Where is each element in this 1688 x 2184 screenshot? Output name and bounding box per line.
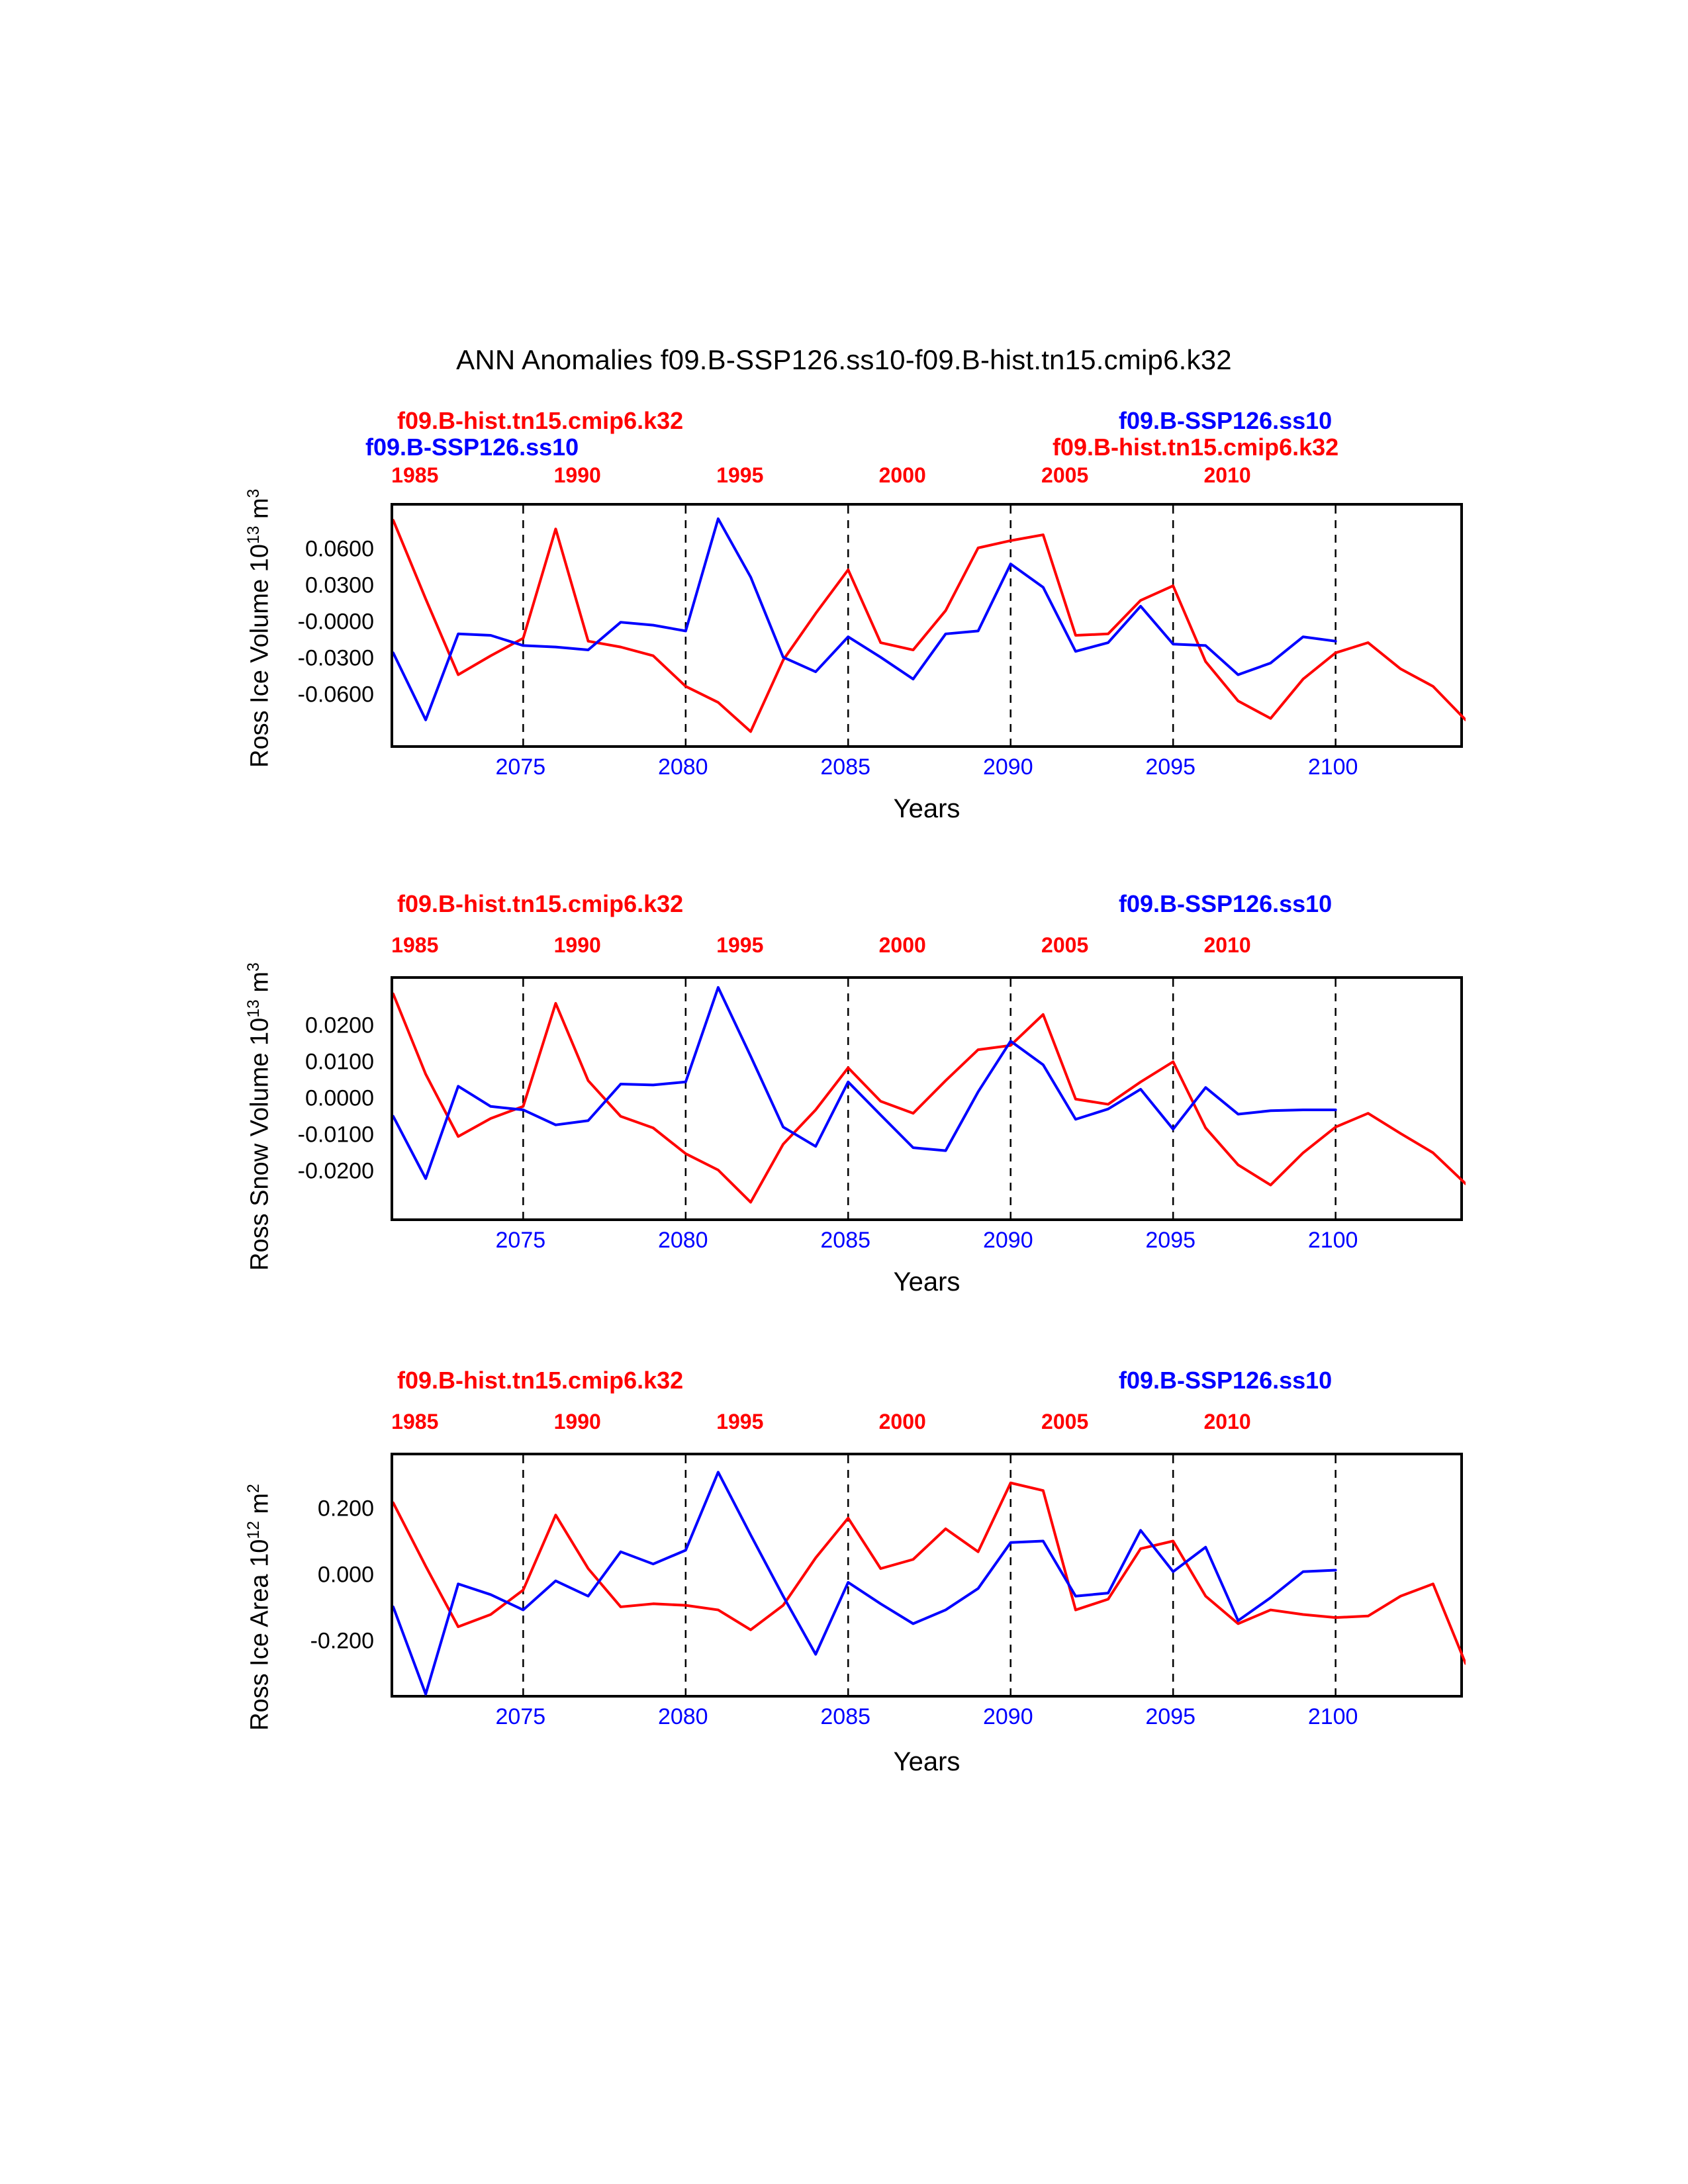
- y-tick-p3-2: -0.200: [310, 1628, 374, 1654]
- y-axis-title-text-p3: Ross Ice Area 10: [246, 1539, 274, 1731]
- top-tick-2005-p3: 2005: [1041, 1410, 1089, 1433]
- top-tick-2005-p2: 2005: [1041, 933, 1089, 957]
- top-axis-p2: [391, 933, 1463, 960]
- y-tick-p1-4: -0.0600: [297, 682, 374, 707]
- series-label-red-left-p1: f09.B-hist.tn15.cmip6.k32: [397, 407, 684, 434]
- x-axis-title-p1: Years: [893, 794, 961, 823]
- bottom-tick-2080-p2: 2080: [657, 1228, 708, 1253]
- y-axis-title-tail-p2: m: [246, 971, 274, 1000]
- y-ticks-p3: [218, 1453, 374, 1698]
- top-axis-p1: [391, 463, 1463, 490]
- y-axis-title-exp2-p3: 2: [245, 1484, 263, 1493]
- panel-ross-ice-area: [0, 1353, 1688, 1830]
- top-axis-p3: [391, 1410, 1463, 1436]
- plot-svg-p1: [393, 506, 1466, 751]
- top-tick-1995-p1: 1995: [716, 463, 764, 487]
- y-tick-p3-0: 0.200: [317, 1496, 374, 1522]
- series-label-blue-right-p3: f09.B-SSP126.ss10: [1119, 1367, 1333, 1394]
- y-tick-p3-1: 0.000: [317, 1562, 374, 1588]
- y-tick-p1-2: -0.0000: [297, 609, 374, 635]
- y-tick-p2-0: 0.0200: [305, 1013, 374, 1038]
- plot-area-p2: [391, 976, 1463, 1221]
- bottom-tick-2090-p2: 2090: [982, 1228, 1033, 1253]
- y-tick-p1-3: -0.0300: [297, 645, 374, 671]
- top-tick-2000-p2: 2000: [878, 933, 926, 957]
- top-tick-1985-p1: 1985: [391, 463, 439, 487]
- top-tick-1985-p3: 1985: [391, 1410, 439, 1433]
- y-tick-p2-3: -0.0100: [297, 1122, 374, 1148]
- top-tick-1995-p2: 1995: [716, 933, 764, 957]
- y-axis-title-text-p1: Ross Ice Volume 10: [246, 544, 274, 768]
- top-tick-2005-p1: 2005: [1041, 463, 1089, 487]
- y-tick-p1-1: 0.0300: [305, 572, 374, 598]
- panel-ross-ice-volume: [0, 397, 1688, 860]
- bottom-tick-2090-p1: 2090: [982, 754, 1033, 780]
- bottom-tick-2080-p1: 2080: [657, 754, 708, 780]
- y-axis-title-exp2-p2: 3: [245, 962, 263, 972]
- top-tick-1990-p1: 1990: [553, 463, 601, 487]
- top-tick-1990-p3: 1990: [553, 1410, 601, 1433]
- y-axis-title-tail-p3: m: [246, 1492, 274, 1522]
- bottom-tick-2095-p1: 2095: [1145, 754, 1196, 780]
- top-tick-2010-p2: 2010: [1203, 933, 1251, 957]
- plot-svg-p2: [393, 979, 1466, 1224]
- bottom-tick-2085-p2: 2085: [820, 1228, 871, 1253]
- series-label-blue-left-p1: f09.B-SSP126.ss10: [365, 433, 579, 461]
- bottom-tick-2075-p1: 2075: [495, 754, 546, 780]
- series-label-red-left-p2: f09.B-hist.tn15.cmip6.k32: [397, 890, 684, 917]
- bottom-tick-2085-p3: 2085: [820, 1704, 871, 1729]
- plot-area-p1: [391, 503, 1463, 748]
- bottom-tick-2095-p2: 2095: [1145, 1228, 1196, 1253]
- series-label-red-right-p1: f09.B-hist.tn15.cmip6.k32: [1053, 433, 1339, 461]
- bottom-tick-2100-p3: 2100: [1307, 1704, 1358, 1729]
- series-label-red-left-p3: f09.B-hist.tn15.cmip6.k32: [397, 1367, 684, 1394]
- y-axis-title-tail-p1: m: [246, 498, 274, 526]
- plot-svg-p3: [393, 1455, 1466, 1700]
- bottom-tick-2075-p3: 2075: [495, 1704, 546, 1729]
- top-tick-1995-p3: 1995: [716, 1410, 764, 1433]
- bottom-axis-p1: [391, 754, 1463, 784]
- top-tick-1990-p2: 1990: [553, 933, 601, 957]
- page-title: ANN Anomalies f09.B-SSP126.ss10-f09.B-hist.tn15.cmip6.k32: [456, 344, 1232, 375]
- bottom-tick-2085-p1: 2085: [820, 754, 871, 780]
- bottom-tick-2100-p2: 2100: [1307, 1228, 1358, 1253]
- y-axis-title-exp-p2: 13: [245, 999, 263, 1018]
- y-axis-title-text-p2: Ross Snow Volume 10: [246, 1017, 274, 1271]
- top-tick-2010-p3: 2010: [1203, 1410, 1251, 1433]
- plot-area-p3: [391, 1453, 1463, 1698]
- bottom-tick-2080-p3: 2080: [657, 1704, 708, 1729]
- top-tick-2000-p1: 2000: [878, 463, 926, 487]
- y-tick-p2-1: 0.0100: [305, 1049, 374, 1075]
- bottom-axis-p3: [391, 1704, 1463, 1733]
- bottom-axis-p2: [391, 1228, 1463, 1257]
- y-tick-p2-2: 0.0000: [305, 1085, 374, 1111]
- bottom-tick-2075-p2: 2075: [495, 1228, 546, 1253]
- bottom-tick-2095-p3: 2095: [1145, 1704, 1196, 1729]
- y-ticks-p1: [218, 523, 374, 728]
- top-tick-1985-p2: 1985: [391, 933, 439, 957]
- y-axis-title-exp2-p1: 3: [245, 488, 263, 498]
- panel-ross-snow-volume: [0, 874, 1688, 1337]
- series-label-blue-right-p2: f09.B-SSP126.ss10: [1119, 890, 1333, 917]
- bottom-tick-2100-p1: 2100: [1307, 754, 1358, 780]
- y-tick-p2-4: -0.0200: [297, 1158, 374, 1184]
- x-axis-title-p2: Years: [893, 1267, 961, 1297]
- x-axis-title-p3: Years: [893, 1747, 961, 1776]
- y-ticks-p2: [218, 996, 374, 1201]
- y-axis-title-exp-p1: 13: [245, 525, 263, 545]
- top-tick-2000-p3: 2000: [878, 1410, 926, 1433]
- bottom-tick-2090-p3: 2090: [982, 1704, 1033, 1729]
- y-axis-title-exp-p3: 12: [245, 1521, 263, 1539]
- y-tick-p1-0: 0.0600: [305, 536, 374, 562]
- series-label-blue-right-p1: f09.B-SSP126.ss10: [1119, 407, 1333, 434]
- top-tick-2010-p1: 2010: [1203, 463, 1251, 487]
